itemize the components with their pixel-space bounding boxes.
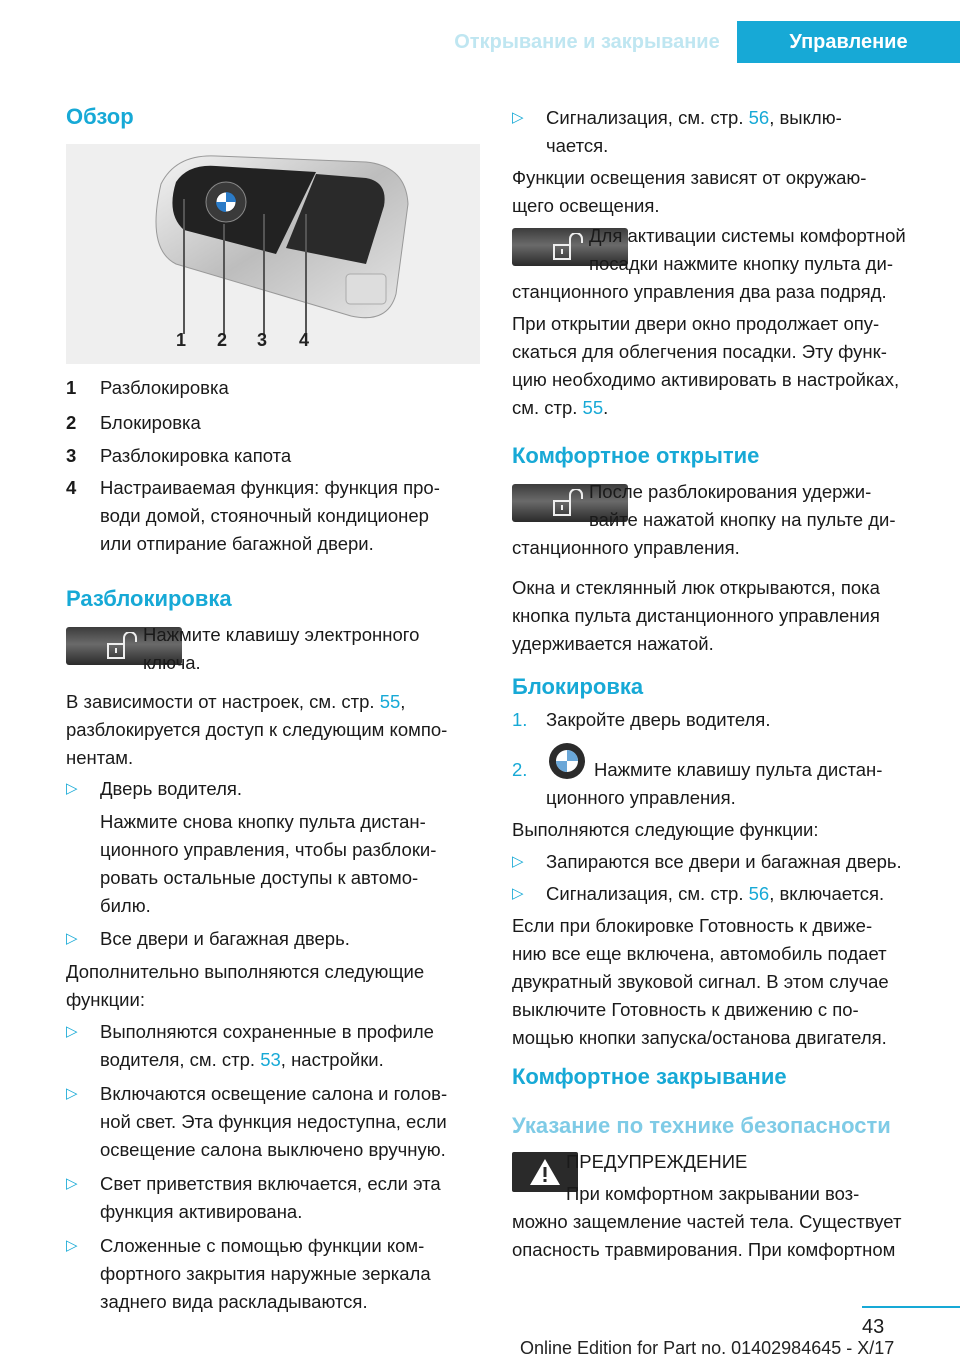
window-l4: см. стр. 55.	[512, 397, 609, 418]
func-profile-l1: Выполняются сохраненные в профиле	[100, 1021, 434, 1042]
comfort-open-title: Комфортное открытие	[512, 443, 760, 468]
legend-num-1: 1	[66, 377, 77, 398]
lock-title: Блокировка	[512, 674, 644, 699]
warning-l1: При комфортном закрывании воз-	[566, 1183, 860, 1204]
depends-line-2: разблокируется доступ к следующим компо-	[66, 719, 448, 740]
page-number: 43	[862, 1316, 885, 1338]
func-light-l3: освещение салона выключено вручную.	[100, 1139, 446, 1160]
comfort-open-l1: После разблокирования удержи-	[589, 481, 872, 502]
header-section: Открывание и закрывание	[454, 30, 720, 53]
bullet-triangle-icon: ▷	[66, 930, 78, 947]
driver-door-sub-l1: Нажмите снова кнопку пульта дистан-	[100, 811, 426, 832]
depends-line-3: нентам.	[66, 747, 134, 768]
window-l1: При открытии двери окно продолжает опу-	[512, 313, 880, 334]
legend-text-3: Разблокировка капота	[100, 445, 292, 466]
legend-text-4-l3: или отпирание багажной двери.	[100, 533, 374, 554]
legend-text-4-l1: Настраиваемая функция: функция про-	[100, 477, 440, 498]
unlock-padlock-icon	[550, 233, 590, 261]
figure-label-3: 3	[257, 330, 268, 350]
warning-l3: опасность травмирования. При комфортном	[512, 1239, 896, 1260]
step-2-num: 2.	[512, 759, 528, 780]
glass-l2: кнопка пульта дистанционного управления	[512, 605, 880, 626]
func-mirrors-l2: фортного закрытия наружные зеркала	[100, 1263, 431, 1284]
bullet-triangle-icon: ▷	[66, 780, 78, 797]
step-2-text-l2: ционного управления.	[546, 787, 736, 808]
safety-title: Указание по технике безопасности	[512, 1113, 891, 1138]
page-link-55[interactable]: 55	[582, 397, 604, 418]
ready-l4: выключите Готовность к движению с по-	[512, 999, 859, 1020]
comfort-entry-l1: Для активации системы комфортной	[589, 225, 906, 246]
window-l3: цию необходимо активировать в настройках,	[512, 369, 900, 390]
figure-label-2: 2	[217, 330, 228, 350]
comfort-close-title: Комфортное закрывание	[512, 1064, 787, 1089]
figure-label-4: 4	[299, 330, 310, 350]
step-2-text-l1: Нажмите клавишу пульта дистан-	[594, 759, 883, 780]
warning-l2: можно защемление частей тела. Существует	[512, 1211, 902, 1232]
comfort-entry-l3: станционного управления два раза подряд.	[512, 281, 887, 302]
page-link-53[interactable]: 53	[260, 1049, 281, 1070]
page-link-56[interactable]: 56	[748, 883, 770, 904]
ready-l1: Если при блокировке Готовность к движе-	[512, 915, 873, 936]
lock-bullet-doors: Запираются все двери и багажная дверь.	[546, 851, 902, 872]
bullet-triangle-icon: ▷	[512, 885, 524, 902]
bullet-triangle-icon: ▷	[66, 1023, 78, 1040]
comfort-open-l2: вайте нажатой кнопку на пульте ди-	[589, 509, 896, 530]
unlock-padlock-icon	[104, 632, 144, 660]
bullet-driver-door: Дверь водителя.	[100, 778, 243, 799]
following-functions: Выполняются следующие функции:	[512, 819, 819, 840]
comfort-open-l3: станционного управления.	[512, 537, 740, 558]
legend-num-4: 4	[66, 477, 77, 498]
alarm-l1: Сигнализация, см. стр. 56, выклю-	[546, 107, 842, 128]
func-welcome-l1: Свет приветствия включается, если эта	[100, 1173, 441, 1194]
page-link-56[interactable]: 56	[748, 107, 770, 128]
func-profile-l2: водителя, см. стр. 53, настройки.	[100, 1049, 384, 1070]
bmw-logo-icon	[548, 742, 586, 780]
glass-l1: Окна и стеклянный люк открываются, пока	[512, 577, 880, 598]
legend-text-1: Разблокировка	[100, 377, 229, 398]
unlock-intro-l2: ключа.	[143, 652, 201, 673]
extra-l2: функции:	[66, 989, 145, 1010]
warning-label: ПРЕДУПРЕЖДЕНИЕ	[566, 1151, 748, 1172]
legend-num-2: 2	[66, 412, 77, 433]
ready-l5: мощью кнопки запуска/останова двигателя.	[512, 1027, 887, 1048]
bullet-triangle-icon: ▷	[66, 1175, 78, 1192]
bullet-triangle-icon: ▷	[66, 1085, 78, 1102]
overview-title: Обзор	[66, 104, 134, 129]
header-chapter: Управление	[737, 21, 960, 63]
unlock-intro-l1: Нажмите клавишу электронного	[143, 624, 420, 645]
step-1-text: Закройте дверь водителя.	[546, 709, 771, 730]
func-welcome-l2: функция активирована.	[100, 1201, 303, 1222]
step-1-num: 1.	[512, 709, 528, 730]
ready-l2: нию все еще включена, автомобиль подает	[512, 943, 887, 964]
driver-door-sub-l2: ционного управления, чтобы разблоки-	[100, 839, 437, 860]
legend-text-4-l2: води домой, стояночный кондиционер	[100, 505, 429, 526]
figure-label-1: 1	[176, 330, 187, 350]
depends-line-1: В зависимости от настроек, см. стр. 55,	[66, 691, 406, 712]
footer-edition: Online Edition for Part no. 01402984645 - X/17	[520, 1338, 895, 1358]
driver-door-sub-l4: билю.	[100, 895, 151, 916]
bullet-all-doors: Все двери и багажная дверь.	[100, 928, 350, 949]
unlock-title: Разблокировка	[66, 586, 232, 611]
legend-num-3: 3	[66, 445, 77, 466]
glass-l3: удерживается нажатой.	[512, 633, 714, 654]
func-mirrors-l3: заднего вида раскладываются.	[100, 1291, 368, 1312]
comfort-entry-l2: посадки нажмите кнопку пульта ди-	[589, 253, 893, 274]
func-light-l2: ной свет. Эта функция недоступна, если	[100, 1111, 447, 1132]
footer-rule	[862, 1306, 960, 1308]
bullet-triangle-icon: ▷	[512, 853, 524, 870]
alarm-l2: чается.	[546, 135, 609, 156]
func-light-l1: Включаются освещение салона и голов-	[100, 1083, 448, 1104]
key-fob-figure	[66, 144, 480, 364]
lock-bullet-alarm: Сигнализация, см. стр. 56, включается.	[546, 883, 885, 904]
bullet-triangle-icon: ▷	[66, 1237, 78, 1254]
light-l2: щего освещения.	[512, 195, 660, 216]
unlock-padlock-icon	[550, 489, 590, 517]
extra-l1: Дополнительно выполняются следующие	[66, 961, 425, 982]
ready-l3: двукратный звуковой сигнал. В этом случае	[512, 971, 889, 992]
page-link-55[interactable]: 55	[379, 691, 401, 712]
window-l2: скаться для облегчения посадки. Эту функ-	[512, 341, 887, 362]
driver-door-sub-l3: ровать остальные доступы к автомо-	[100, 867, 419, 888]
bullet-triangle-icon: ▷	[512, 109, 524, 126]
light-l1: Функции освещения зависят от окружаю-	[512, 167, 867, 188]
legend-text-2: Блокировка	[100, 412, 201, 433]
key-fob-image	[66, 144, 480, 364]
func-mirrors-l1: Сложенные с помощью функции ком-	[100, 1235, 425, 1256]
